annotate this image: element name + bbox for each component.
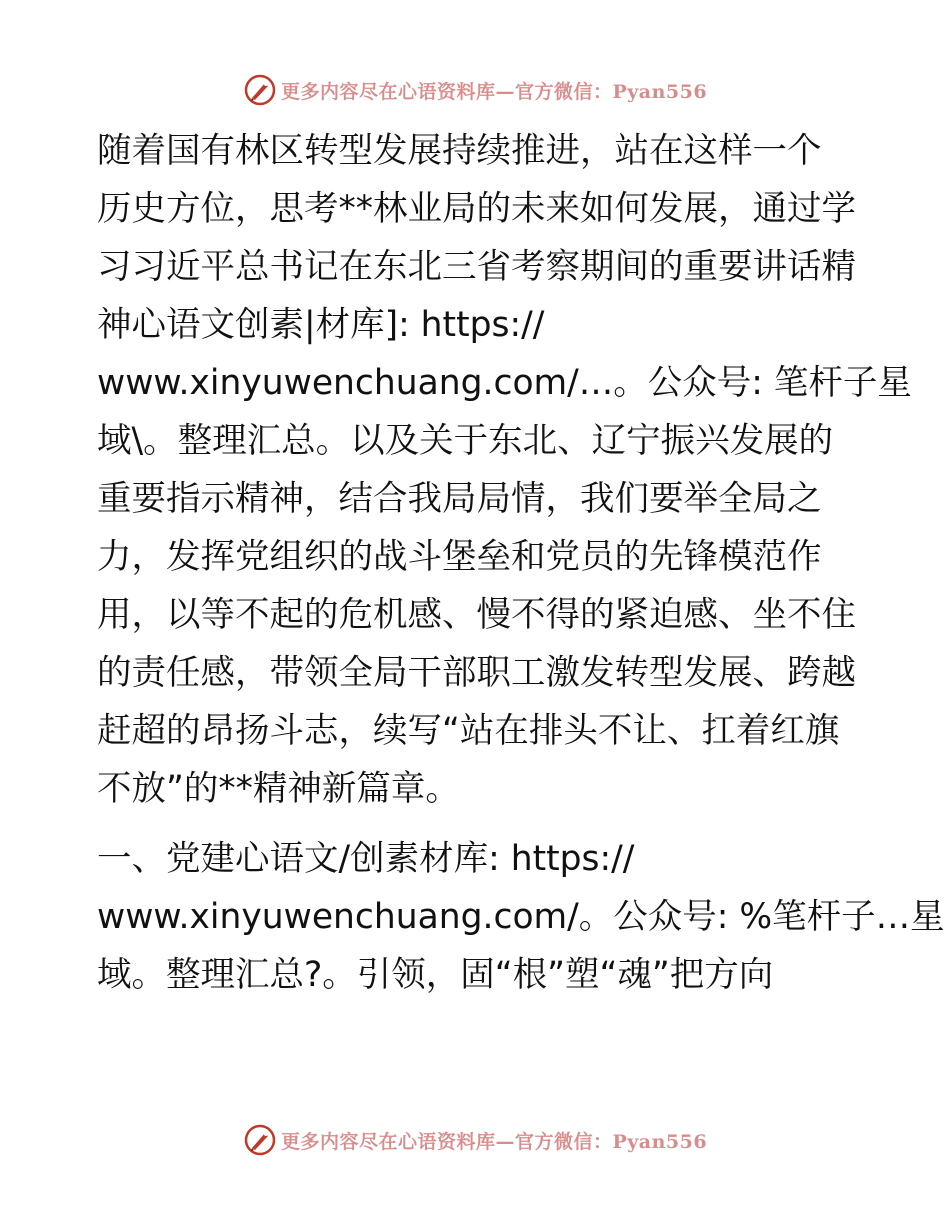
document-body (97, 122, 945, 1004)
watermark-text: 更多内容尽在心语资料库—官方微信：Pyan556 (280, 80, 708, 103)
text-line: 历史方位，思考**林业局的未来如何发展，通过学 (97, 189, 856, 229)
text-line: 不放”的**精神新篇章。 (97, 769, 460, 809)
text-line: 用，以等不起的危机感、慢不得的紧迫感、坐不住 (97, 595, 856, 635)
pen-logo-icon (243, 1123, 277, 1157)
paragraph-intro (97, 122, 912, 818)
text-line: 的责任感，带领全局干部职工激发转型发展、跨越 (97, 653, 856, 693)
text-line: 力，发挥党组织的战斗堡垒和党员的先锋模范作 (97, 537, 822, 577)
text-line: 随着国有林区转型发展持续推进，站在这样一个 (97, 131, 822, 171)
paragraph-section-one (97, 830, 945, 1004)
text-line: www.xinyuwenchuang.com/…。公众号: 笔杆子星 (97, 363, 912, 403)
text-line: 重要指示精神，结合我局局情，我们要举全局之 (97, 479, 822, 519)
text-line: 域\。整理汇总。以及关于东北、辽宁振兴发展的 (97, 421, 834, 461)
footer-watermark (0, 1120, 950, 1160)
pen-logo-icon (243, 73, 277, 107)
text-line: 域。整理汇总?。引领，固“根”塑“魂”把方向 (97, 955, 774, 995)
text-line: 神心语文创素|材库]: https:// (97, 305, 545, 345)
header-watermark (0, 70, 950, 110)
watermark-text: 更多内容尽在心语资料库—官方微信：Pyan556 (280, 1130, 708, 1153)
text-line: 习习近平总书记在东北三省考察期间的重要讲话精 (97, 247, 856, 287)
text-line: www.xinyuwenchuang.com/。公众号: %笔杆子…星 (97, 897, 945, 937)
section-heading-line: 一、党建心语文/创素材库: https:// (97, 839, 635, 879)
text-line: 赶超的昂扬斗志，续写“站在排头不让、扛着红旗 (97, 711, 840, 751)
